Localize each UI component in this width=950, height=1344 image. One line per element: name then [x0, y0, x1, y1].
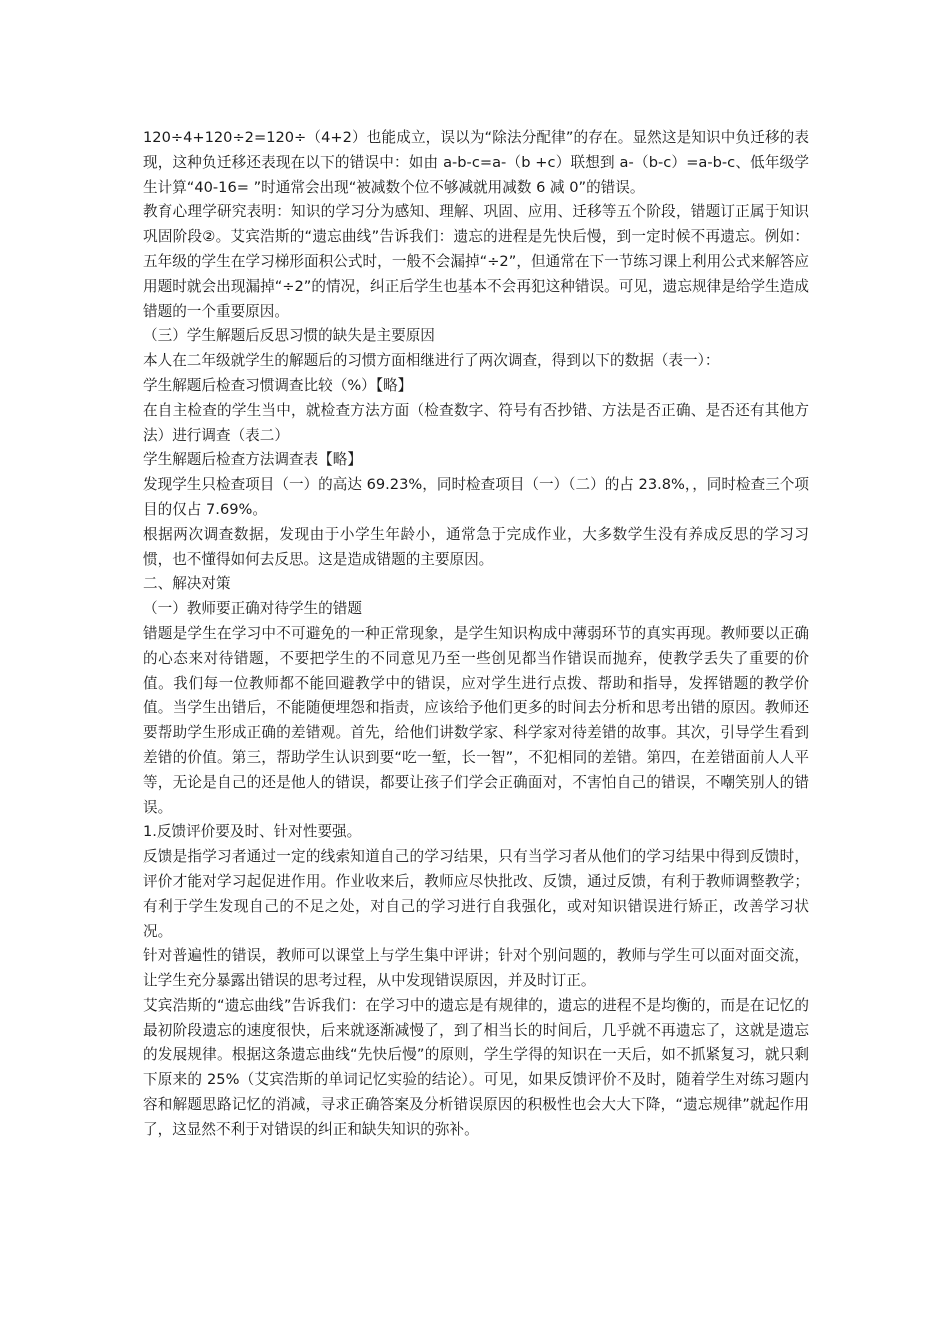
paragraph-negative-transfer: 120÷4+120÷2=120÷（4+2）也能成立，误以为“除法分配律”的存在。显然这是知识中负迁移的表现，这种负迁移还表现在以下的错误中：如由 a-b-c=a-（b +c）联想到 a-（b-c）=a-b-c、低年级学生计算“40-16= ”时通常会出现“被减数个位不够减就用减数 6 减 0”的错误。 [143, 129, 809, 196]
paragraph-targeted-review: 针对普遍性的错误，教师可以课堂上与学生集中评讲；针对个别问题的，教师与学生可以面对面交流，让学生充分暴露出错误的思考过程，从中发现错误原因，并及时订正。 [143, 947, 809, 990]
table-caption-1: 学生解题后检查习惯调查比较（%）【略】 [143, 376, 413, 394]
paragraph-forgetting-curve-intro: 教育心理学研究表明：知识的学习分为感知、理解、巩固、应用、迁移等五个阶段，错题订正属于知识巩固阶段②。艾宾浩斯的“遗忘曲线”告诉我们：遗忘的进程是先快后慢，到一定时候不再遗忘。例如：五年级的学生在学习梯形面积公式时，一般不会漏掉“÷2”，但通常在下一节练习课上利用公式来解答应用题时就会出现漏掉“÷2”的情况，纠正后学生也基本不会再犯这种错误。可见，遗忘规律是给学生造成错题的一个重要原因。 [143, 203, 809, 320]
table-caption-2: 学生解题后检查方法调查表【略】 [143, 451, 362, 469]
paragraph-survey-method: 在自主检查的学生当中，就检查方法方面（检查数字、符号有否抄错、方法是否正确、是否还有其他方法）进行调查（表二） [143, 401, 809, 444]
paragraph-error-attitude: 错题是学生在学习中不可避免的一种正常现象，是学生知识构成中薄弱环节的真实再现。教师要以正确的心态来对待错题，不要把学生的不同意见乃至一些创见都当作错误而抛弃，使教学丢失了重要的价值。我们每一位教师都不能回避教学中的错误，应对学生进行点拨、帮助和指导，发挥错题的教学价值。当学生出错后，不能随便埋怨和指责，应该给予他们更多的时间去分析和思考出错的原因。教师还要帮助学生形成正确的差错观。首先，给他们讲数学家、科学家对待差错的故事。其次，引导学生看到差错的价值。第三，帮助学生认识到要“吃一堑，长一智”，不犯相同的差错。第四，在差错面前人人平等，无论是自己的还是他人的错误，都要让孩子们学会正确面对，不害怕自己的错误，不嘲笑别人的错误。 [143, 624, 809, 816]
paragraph-survey-results: 发现学生只检查项目（一）的高达 69.23%，同时检查项目（一）（二）的占 23.8%，，同时检查三个项目的仅占 7.69%。 [143, 476, 809, 518]
paragraph-forgetting-curve-detail: 艾宾浩斯的“遗忘曲线”告诉我们：在学习中的遗忘是有规律的，遗忘的进程不是均衡的，而是在记忆的最初阶段遗忘的速度很快，后来就逐渐减慢了，到了相当长的时间后，几乎就不再遗忘了，这就是遗忘的发展规律。根据这条遗忘曲线“先快后慢”的原则，学生学得的知识在一天后，如不抓紧复习，就只剩下原来的 25%（艾宾浩斯的单词记忆实验的结论）。可见，如果反馈评价不及时，随着学生对练习题内容和解题思路记忆的消减，寻求正确答案及分析错误原因的积极性也会大大下降，“遗忘规律”就起作用了，这显然不利于对错误的纠正和缺失知识的弥补。 [143, 996, 809, 1138]
paragraph-survey-intro: 本人在二年级就学生的解题后的习惯方面相继进行了两次调查，得到以下的数据（表一）： [143, 352, 720, 370]
subheading-feedback: 1.反馈评价要及时、针对性要强。 [143, 823, 362, 841]
section-heading-solutions: 二、解决对策 [143, 575, 231, 593]
paragraph-survey-conclusion: 根据两次调查数据，发现由于小学生年龄小，通常急于完成作业，大多数学生没有养成反思的学习习惯，也不懂得如何去反思。这是造成错题的主要原因。 [143, 525, 809, 568]
paragraph-feedback-definition: 反馈是指学习者通过一定的线索知道自己的学习结果，只有当学习者从他们的学习结果中得到反馈时，评价才能对学习起促进作用。作业收来后，教师应尽快批改、反馈，通过反馈，有利于教师调整教学；有利于学生发现自己的不足之处，对自己的学习进行自我强化，或对知识错误进行矫正，改善学习状况。 [143, 848, 809, 940]
section-heading-3: （三）学生解题后反思习惯的缺失是主要原因 [143, 327, 435, 345]
document-body [143, 126, 809, 1143]
section-heading-1: （一）教师要正确对待学生的错题 [143, 600, 362, 618]
